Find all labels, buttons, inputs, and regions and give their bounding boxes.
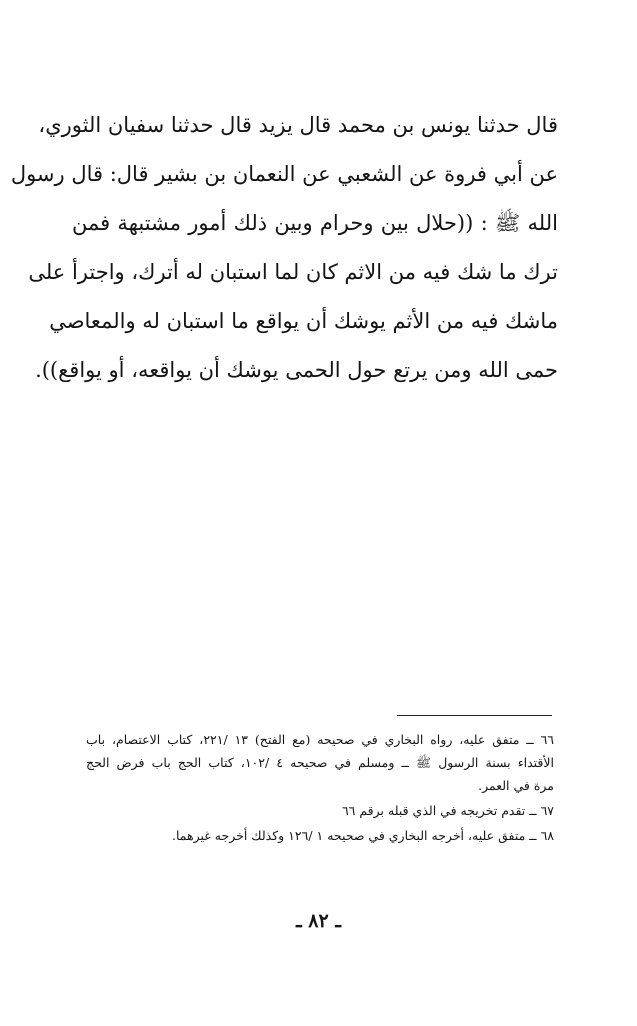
footnote-line: مرة في العمر. <box>478 778 554 793</box>
footnote-line: ٦٧ ــ تقدم تخريجه في الذي قبله برقم ٦٦ <box>341 803 554 818</box>
text-line: عن أبي فروة عن الشعبي عن النعمان بن بشير قال: قال رسول <box>10 162 558 186</box>
text-line: حمى الله ومن يرتع حول الحمى يوشك أن يواقعه، أو يواقع)). <box>35 358 558 382</box>
footnote-line: الأقتداء بسنة الرسول ﷺ ــ ومسلم في صحيحه ٤ /١٠٢، كتاب الحج باب فرض الحج <box>86 755 554 770</box>
text-line: قال حدثنا يونس بن محمد قال يزيد قال حدثنا سفيان الثوري، <box>38 113 558 137</box>
page-number: ـ ٨٢ ـ <box>296 910 341 932</box>
footnotes <box>86 728 554 849</box>
footnote-separator <box>397 715 552 716</box>
footnote-68 <box>86 824 554 847</box>
footnote-66 <box>86 728 554 797</box>
text-line: الله ﷺ : ((حلال بين وحرام وبين ذلك أمور مشتبهة فمن <box>72 211 558 235</box>
footnote-67 <box>86 799 554 822</box>
text-line: ماشك فيه من الأثم يوشك أن يواقع ما استبان له والمعاصي <box>49 309 558 333</box>
footnote-line: ٦٦ ــ متفق عليه، رواه البخاري في صحيحه (مع الفتح) ١٣ /٢٢١، كتاب الاعتصام، باب <box>86 732 554 747</box>
text-line: ترك ما شك فيه من الاثم كان لما استبان له أترك، واجترأ على <box>28 260 558 284</box>
footnote-line: ٦٨ ــ متفق عليه، أخرجه البخاري في صحيحه ١ /١٢٦ وكذلك أخرجه غيرهما. <box>172 828 554 843</box>
main-text <box>10 101 558 395</box>
